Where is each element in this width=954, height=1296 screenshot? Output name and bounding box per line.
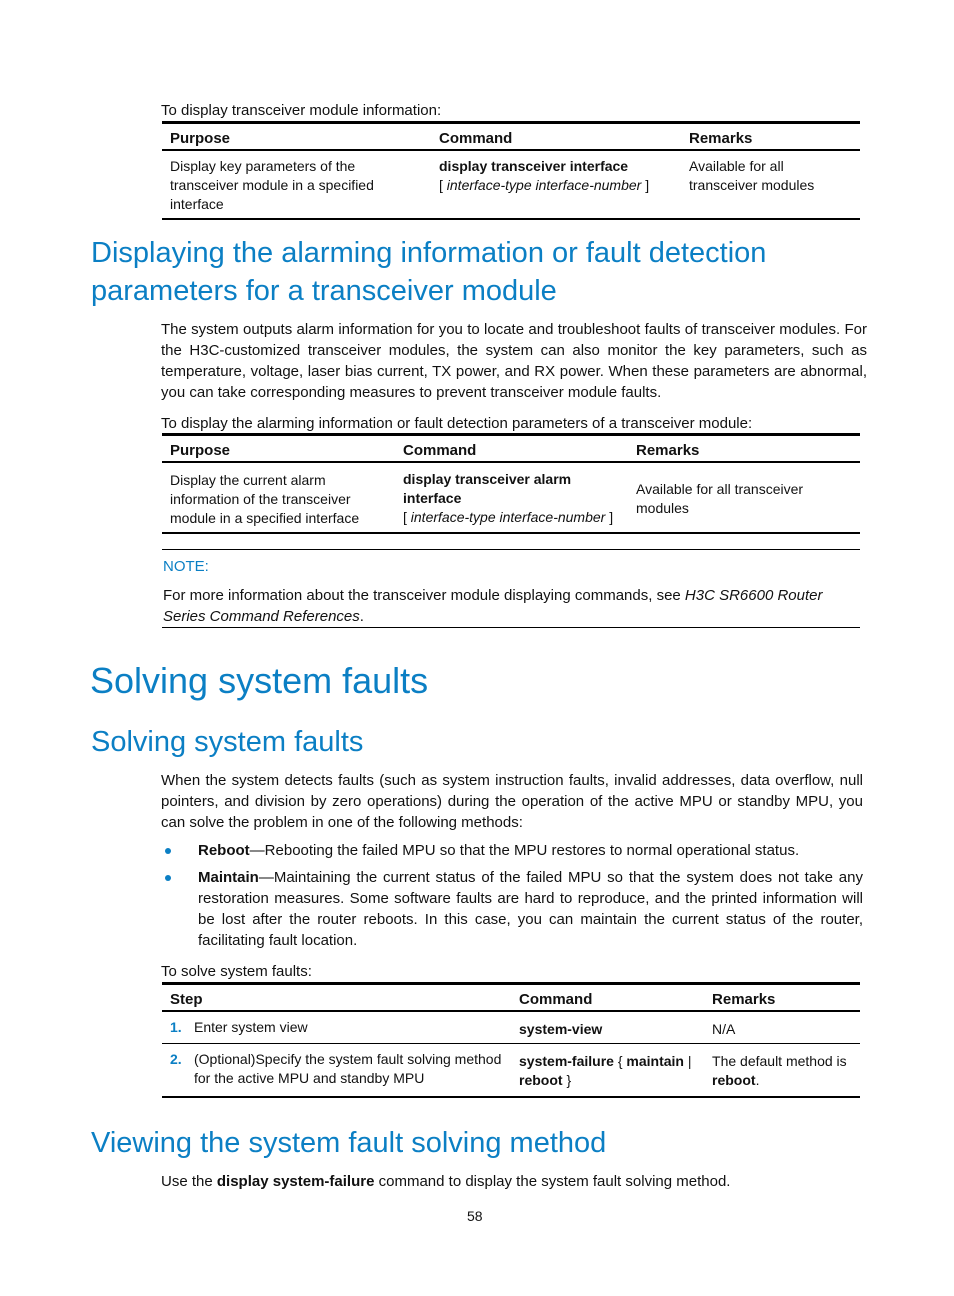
step-description: (Optional)Specify the system fault solving method for the active MPU and standby MPU [194, 1044, 511, 1098]
bracket-open: [ [403, 509, 411, 525]
view-method-pre: Use the [161, 1173, 217, 1190]
chapter-title: Solving system faults [90, 660, 429, 701]
column-header-step: Step [162, 984, 511, 1012]
method-term: Maintain [198, 869, 259, 886]
remarks-cell: N/A [704, 1011, 860, 1044]
column-header-remarks: Remarks [704, 984, 860, 1012]
note-label: NOTE: [163, 558, 209, 575]
command-keyword: display transceiver interface [439, 158, 629, 174]
list-item [163, 840, 863, 861]
bullet-icon [165, 875, 171, 881]
note-text [163, 585, 861, 627]
command-cell: system-view [511, 1011, 704, 1044]
alarm-info-table [162, 433, 860, 534]
table-row [162, 462, 860, 533]
view-method-post: command to display the system fault solving method. [374, 1173, 731, 1190]
remarks-default: reboot [712, 1072, 756, 1088]
alarm-info-paragraph: The system outputs alarm information for you to locate and troubleshoot faults of transceiver modules. For the H3C-customized transceiver modules, the system can also monitor the key parameters, such as temperature, voltage, laser bias current, TX power, and RX power. When these parameters are abnormal, you can take corresponding measures to prevent transceiver module faults. [161, 321, 867, 401]
section-heading-alarm-info: Displaying the alarming information or fault detection parameters for a transceiver module [91, 237, 767, 307]
note-body: For more information about the transceiver module displaying commands, see [163, 587, 685, 604]
command-argument: interface-type interface-number [446, 177, 642, 193]
bullet-icon [165, 848, 171, 854]
column-header-purpose: Purpose [162, 123, 431, 151]
method-description: —Rebooting the failed MPU so that the MPU restores to normal operational status. [249, 842, 800, 859]
column-header-command: Command [395, 435, 628, 463]
bracket-open: [ [439, 177, 447, 193]
remarks-cell [704, 1044, 860, 1098]
table-row [162, 1011, 860, 1044]
bracket-close: ] [605, 509, 614, 525]
view-method-paragraph [161, 1171, 730, 1192]
section-heading-solving-faults: Solving system faults [91, 726, 364, 758]
bracket-close: ] [641, 177, 650, 193]
remarks-cell: Available for all transceiver modules [628, 462, 860, 533]
column-header-purpose: Purpose [162, 435, 395, 463]
column-header-remarks: Remarks [681, 123, 860, 151]
method-term: Reboot [198, 842, 250, 859]
list-item [163, 867, 863, 951]
column-header-remarks: Remarks [628, 435, 860, 463]
solving-methods-list [163, 840, 863, 957]
solving-faults-paragraph: When the system detects faults (such as system instruction faults, invalid addresses, data overflow, null pointers, and division by zero operations) during the operation of the active MPU or standby MPU, you can solve the problem in one of the following methods: [161, 772, 863, 831]
page-number: 58 [467, 1208, 483, 1224]
brace-close: } [562, 1072, 572, 1088]
column-header-command: Command [431, 123, 681, 151]
note-end: . [359, 608, 364, 625]
solve-faults-table [162, 982, 860, 1098]
step-description: Enter system view [194, 1011, 511, 1044]
note-reference: H3C SR6600 Router Series Command References [163, 587, 823, 625]
command-cell [431, 150, 681, 219]
column-header-command: Command [511, 984, 704, 1012]
table1-intro: To display transceiver module information: [161, 102, 442, 119]
method-description: —Maintaining the current status of the failed MPU so that the system does not take any restoration measures. Some software faults are hard to reproduce, and the printed information will be lost after the router reboots. In this case, you can maintain the current status of the router, facilitating fault location. [198, 869, 863, 949]
remarks-text: The default method is [712, 1053, 847, 1069]
table2-intro: To display the alarming information or fault detection parameters of a transceiver module: [161, 415, 753, 432]
option-maintain: maintain [626, 1053, 684, 1069]
step-number: 1. [162, 1011, 194, 1044]
step-number: 2. [162, 1044, 194, 1098]
remarks-cell: Available for all transceiver modules [681, 150, 860, 219]
table-row [162, 1044, 860, 1098]
table-row [162, 150, 860, 219]
remarks-end: . [755, 1072, 760, 1088]
section-heading-view-method: Viewing the system fault solving method [91, 1127, 607, 1159]
purpose-cell: Display the current alarm information of the transceiver module in a specified interface [162, 462, 395, 533]
command-cell [511, 1044, 704, 1098]
option-reboot: reboot [519, 1072, 563, 1088]
option-separator: | [684, 1053, 692, 1069]
note-box [162, 549, 860, 628]
command-keyword: system-failure [519, 1053, 614, 1069]
view-method-command: display system-failure [216, 1173, 375, 1190]
purpose-cell: Display key parameters of the transceiver module in a specified interface [162, 150, 431, 219]
command-argument: interface-type interface-number [410, 509, 606, 525]
transceiver-info-table [162, 121, 860, 220]
table3-intro: To solve system faults: [161, 963, 312, 980]
brace-open: { [613, 1053, 627, 1069]
command-cell [395, 462, 628, 533]
command-keyword: display transceiver alarm interface [403, 471, 572, 506]
